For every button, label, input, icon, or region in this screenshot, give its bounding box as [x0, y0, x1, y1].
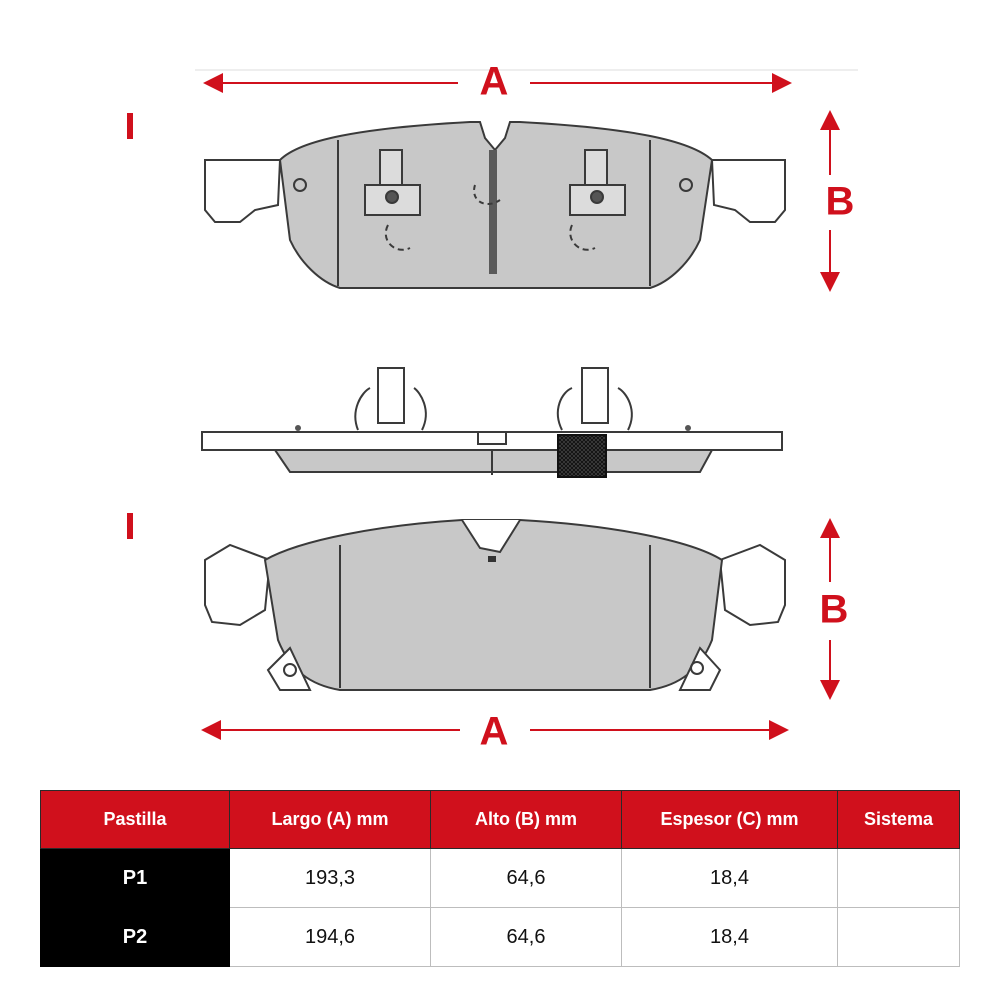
dimension-b-label-top: B [825, 179, 855, 224]
dimension-a-label-top: A [479, 59, 509, 104]
row-largo: 193,3 [230, 849, 431, 908]
pad-side-view [202, 368, 782, 477]
pad-front-view [205, 122, 785, 288]
spec-table-header-row [41, 791, 960, 849]
pad-rear-view [205, 520, 785, 690]
side-indicator-top [127, 113, 133, 139]
row-espesor: 18,4 [622, 849, 838, 908]
row-sistema [838, 908, 960, 967]
dimension-b-bottom [820, 520, 849, 698]
spec-table [40, 790, 960, 967]
header-alto: Alto (B) mm [431, 791, 622, 849]
dimension-a-label-bottom: A [479, 709, 509, 754]
row-largo: 194,6 [230, 908, 431, 967]
table-row [41, 849, 960, 908]
header-espesor: Espesor (C) mm [622, 791, 838, 849]
dimension-b-top [826, 112, 855, 290]
row-sistema [838, 849, 960, 908]
header-sistema: Sistema [838, 791, 960, 849]
side-indicator-bottom [127, 513, 133, 539]
dimension-a-top [205, 60, 790, 104]
row-pad-id: P2 [41, 908, 230, 967]
row-alto: 64,6 [431, 908, 622, 967]
header-largo: Largo (A) mm [230, 791, 431, 849]
row-alto: 64,6 [431, 849, 622, 908]
table-row [41, 908, 960, 967]
row-espesor: 18,4 [622, 908, 838, 967]
dimension-a-bottom [203, 710, 787, 754]
row-pad-id: P1 [41, 849, 230, 908]
header-pastilla: Pastilla [41, 791, 230, 849]
dimension-b-label-bottom: B [819, 587, 849, 632]
